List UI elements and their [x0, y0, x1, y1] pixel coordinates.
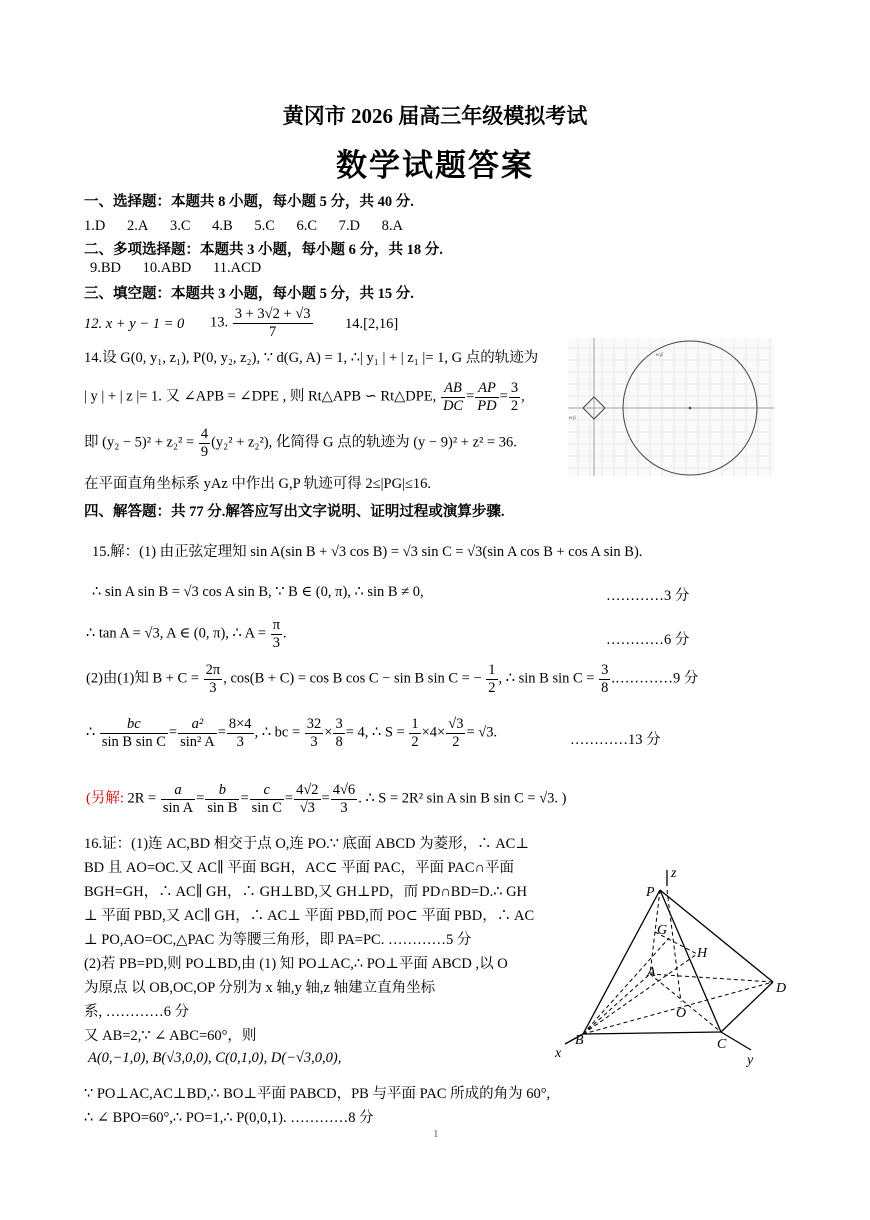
section4-heading: 四、解答题：共 77 分.解答应写出文字说明、证明过程或演算步骤. — [84, 504, 505, 520]
fraction — [441, 380, 465, 414]
text: , ∴ bc = — [254, 724, 301, 741]
denominator: 3 — [236, 733, 244, 750]
q16-line-b: ∴ ∠ BPO=60°,∴ PO=1,∴ P(0,0,1). …………8 分 — [84, 1110, 374, 1126]
fraction — [294, 782, 320, 816]
q16-line: 又 AB=2,∵ ∠ ABC=60°，则 — [84, 1028, 257, 1044]
graph-label-eq1: eq1 — [569, 416, 577, 421]
section3-heading: 三、填空题：本题共 3 小题，每小题 5 分，共 15 分. — [84, 286, 414, 302]
solution14-line1: 14.设 G(0, y₁, z₁), P(0, y₂, z₂), ∵ d(G, A) = 1, ∴| y₁ | + | z₁ |= 1, G 点的轨迹为 — [84, 350, 539, 366]
text: . ∴ S = 2R² sin A sin B sin C = √3. ) — [358, 790, 567, 807]
edge-PC — [660, 890, 721, 1032]
denominator: sin A — [162, 799, 194, 816]
exam-title: 黄冈市 2026 届高三年级模拟考试 — [282, 104, 588, 128]
q16-line: BD 且 AO=OC.又 AC∥ 平面 BGH，AC⊂ 平面 PAC，平面 PAC∩平面 — [84, 860, 515, 876]
denominator: DC — [442, 397, 464, 414]
locus-graph — [568, 338, 774, 476]
numerator: √3 — [448, 716, 464, 732]
q16-line: ⊥ 平面 PBD,又 AC∥ GH，∴ AC⊥ 平面 PBD,而 PO⊂ 平面 PBD，∴ AC — [84, 908, 535, 924]
denominator: sin C — [251, 799, 282, 816]
answer-item: 7.D — [338, 218, 361, 234]
numerator: bc — [100, 716, 168, 734]
edge-PB — [583, 890, 660, 1034]
fraction — [409, 716, 420, 750]
text: (2)由(1)知 B + C = — [86, 670, 200, 687]
section2-heading: 二、多项选择题：本题共 3 小题，每小题 6 分，共 18 分. — [84, 242, 443, 258]
denominator: 9 — [200, 443, 209, 460]
answer-item: 3.C — [169, 218, 191, 234]
denominator: 8 — [335, 733, 343, 750]
edge-BC — [583, 1032, 721, 1034]
numerator: 3 — [335, 716, 343, 732]
numerator: b — [205, 782, 239, 800]
answer-item: 10.ABD — [142, 260, 192, 276]
answer-12: 12. x + y − 1 = 0 — [84, 316, 185, 332]
text: (y₂² + z₂²), 化简得 G 点的轨迹为 (y − 9)² + z² = 36. — [211, 434, 517, 451]
q16-line: 系, …………6 分 — [84, 1004, 190, 1020]
q16-coordinates: A(0,−1,0), B(√3,0,0), C(0,1,0), D(−√3,0,0), — [88, 1050, 342, 1066]
answer-13-label: 13. — [210, 314, 229, 331]
numerator: 3 — [601, 662, 609, 678]
q16-line: 16.证：(1)连 AC,BD 相交于点 O,连 PO.∵ 底面 ABCD 为菱形，∴ AC⊥ — [84, 836, 529, 852]
q15-alternative: (另解: 2R = $\frac{a}{\text{sin A}}$ = $\frac{b}{\text{sin B}}$ = $\frac{c}{\text{sin C}}$ = $\frac{4√2}{√3}$ = $\frac{4√6}{3}$ . ∴ S = 2R² sin A sin B sin C = √3. ) — [86, 782, 567, 816]
fraction — [233, 306, 313, 340]
edge-BA — [583, 974, 650, 1034]
numerator: 4√2 — [296, 782, 319, 798]
q16-text — [84, 832, 536, 1048]
numerator: AP — [475, 380, 498, 398]
answer-item: 6.C — [296, 218, 318, 234]
denominator: sin B — [207, 799, 238, 816]
denominator: 2 — [452, 733, 460, 750]
line-BH — [583, 954, 697, 1034]
fraction — [161, 782, 195, 816]
answer-item: 1.D — [84, 218, 106, 234]
q15-score-9: .…………9 分 — [611, 670, 699, 687]
denominator: 2 — [510, 397, 519, 414]
q15-line1: 15.解：(1) 由正弦定理知 sin A(sin B + √3 cos B) = √3 sin C = √3(sin A cos B + cos A sin B). — [92, 544, 643, 560]
document-title: 数学试题答案 — [336, 148, 534, 183]
answer-item: 2.A — [126, 218, 149, 234]
fraction — [331, 782, 357, 816]
fraction — [305, 716, 324, 750]
denominator: 3 — [340, 799, 348, 816]
answer-item: 9.BD — [90, 260, 122, 276]
q16-line: BGH=GH，∴ AC∥ GH，∴ GH⊥BD,又 GH⊥PD，而 PD∩BD=D.∴ GH — [84, 884, 528, 900]
answer-item: 4.B — [212, 218, 233, 234]
q16-line-a: ∵ PO⊥AC,AC⊥BD,∴ BO⊥平面 PABCD，PB 与平面 PAC 所成的角为 60°, — [84, 1086, 551, 1102]
fraction — [333, 716, 344, 750]
solution14-line3 — [84, 426, 517, 460]
q15-score-13: …………13 分 — [570, 732, 661, 748]
q15-score-3: …………3 分 — [606, 588, 690, 604]
denominator: 2 — [411, 733, 419, 750]
q15-line2: ∴ sin A sin B = √3 cos A sin B, ∵ B ∈ (0, π), ∴ sin B ≠ 0, — [92, 584, 424, 600]
label-x: x — [555, 1046, 562, 1061]
pyramid-figure — [545, 862, 805, 1072]
fraction — [509, 380, 520, 414]
numerator: π — [272, 617, 281, 633]
denominator: 2 — [488, 679, 496, 696]
denominator: 3 — [272, 634, 280, 651]
fraction — [178, 716, 217, 750]
text: | y | + | z |= 1. 又 ∠APB = ∠DPE , 则 Rt△APB ∽ Rt△DPE, — [84, 388, 437, 405]
denominator: 3 — [310, 733, 318, 750]
numerator: 3 + 3√2 + √3 — [234, 306, 311, 322]
answer-14: 14.[2,16] — [345, 316, 399, 332]
text: ∴ tan A = √3, A ∈ (0, π), ∴ A = — [86, 625, 267, 642]
text: 即 (y₂ − 5)² + z₂² = — [84, 434, 195, 451]
fraction — [250, 782, 284, 816]
text: = 4, ∴ S = — [345, 724, 405, 741]
numerator: AB — [441, 380, 465, 398]
denominator: sin B sin C — [101, 733, 166, 750]
denominator: sin² A — [180, 733, 215, 750]
label-D: D — [776, 981, 787, 996]
label-G: G — [657, 923, 668, 938]
solution14-line4: 在平面直角坐标系 yAz 中作出 G,P 轨迹可得 2≤|PG|≤16. — [84, 476, 432, 492]
numerator: a² — [178, 716, 217, 734]
q16-line: ⊥ PO,AO=OC,△PAC 为等腰三角形，即 PA=PC. …………5 分 — [84, 932, 472, 948]
q16-line: (2)若 PB=PD,则 PO⊥BD,由 (1) 知 PO⊥AC,∴ PO⊥平面 ABCD ,以 O — [84, 956, 508, 972]
q15-line5: ∴ $\frac{bc}{\text{sin B sin C}}$ = $\frac{\text{a²}}{\text{sin² A}}$ = $\frac{8\times 4}{3}$ , ∴ bc = $\frac{32}{3}$ × $\frac{3}{8}$ = 4, ∴ S = $\frac{1}{2}$ ×4× $\frac{√3}{2}$ = √3. — [86, 716, 498, 750]
text: , cos(B + C) = cos B cos C − sin B sin C = − — [223, 670, 482, 687]
numerator: 32 — [306, 716, 322, 732]
q15-line4 — [86, 662, 698, 696]
numerator: 1 — [488, 662, 496, 678]
label-C: C — [717, 1037, 727, 1052]
graph-label-eq2: eq2 — [656, 353, 664, 358]
q16-line: 为原点 以 OB,OC,OP 分别为 x 轴,y 轴,z 轴建立直角坐标 — [84, 980, 436, 996]
solution14-line2: | y | + | z |= 1. 又 ∠APB = ∠DPE , 则 Rt△APB ∽ Rt△DPE, $\frac{AB}{DC}$ = $\frac{AP}{PD}$ = $\frac{3}{2}$ , — [84, 380, 525, 414]
fraction — [486, 662, 497, 696]
text: 2R = — [127, 790, 157, 807]
fraction — [199, 426, 210, 460]
center-point — [689, 407, 692, 410]
page-number: 1 — [433, 1128, 439, 1140]
answer-item: 8.A — [381, 218, 403, 234]
section2-answers — [90, 260, 279, 277]
numerator: 3 — [510, 380, 519, 396]
label-O: O — [676, 1006, 687, 1021]
numerator: c — [250, 782, 284, 800]
numerator: a — [161, 782, 195, 800]
q15-score-6: …………6 分 — [606, 632, 690, 648]
numerator: 4 — [200, 426, 209, 442]
numerator: 1 — [411, 716, 419, 732]
fraction — [227, 716, 254, 750]
fraction — [271, 617, 282, 651]
denominator: √3 — [299, 799, 315, 816]
numerator: 8×4 — [228, 716, 252, 732]
line-PO — [667, 890, 681, 1002]
label-y: y — [747, 1053, 754, 1068]
answer-item: 5.C — [254, 218, 275, 234]
numerator: 4√6 — [332, 782, 356, 798]
fraction — [446, 716, 465, 750]
q15-line3: ∴ tan A = √3, A ∈ (0, π), ∴ A = $\frac{\pi}{3}$ . — [86, 617, 287, 651]
graph-background — [568, 338, 774, 476]
edge-AD — [650, 974, 773, 982]
text: , ∴ sin B sin C = — [498, 670, 595, 687]
diag-AC — [650, 974, 721, 1032]
numerator: 2π — [205, 662, 221, 678]
label-z: z — [671, 866, 677, 881]
fraction — [100, 716, 168, 750]
label-B: B — [575, 1033, 584, 1048]
denominator: 8 — [601, 679, 609, 696]
denominator: 7 — [269, 323, 277, 340]
fraction — [475, 380, 498, 414]
section1-answers — [84, 218, 421, 235]
section1-heading: 一、选择题：本题共 8 小题，每小题 5 分，共 40 分. — [84, 194, 414, 210]
answer-item: 11.ACD — [213, 260, 262, 276]
fraction — [204, 662, 223, 696]
label-P: P — [646, 885, 655, 900]
denominator: 3 — [209, 679, 217, 696]
label-A: A — [647, 965, 656, 980]
label-H: H — [697, 946, 708, 961]
denominator: PD — [477, 397, 497, 414]
fraction — [599, 662, 610, 696]
text: = √3. — [466, 724, 498, 741]
alt-label: (另解: — [86, 790, 124, 807]
answer-13 — [210, 306, 314, 340]
fraction — [205, 782, 239, 816]
